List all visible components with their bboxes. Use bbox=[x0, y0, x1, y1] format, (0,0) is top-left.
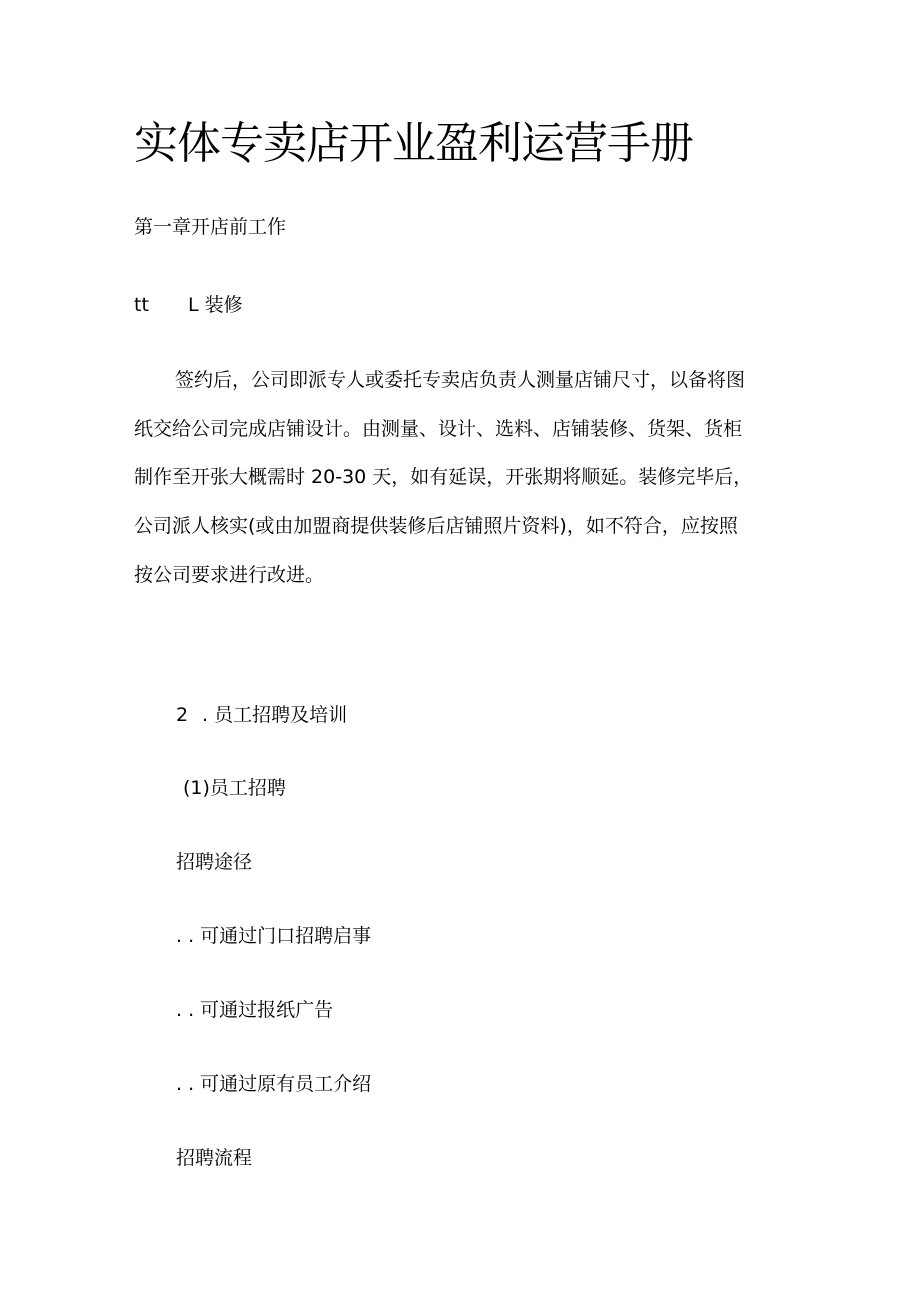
subsection-heading: (1)员工招聘 bbox=[183, 777, 286, 799]
chapter-heading: 第一章开店前工作 bbox=[134, 216, 287, 238]
list-item: . . 可通过报纸广告 bbox=[176, 999, 334, 1021]
list-item: . . 可通过门口招聘启事 bbox=[176, 925, 372, 947]
paragraph-line: 按公司要求进行改进。 bbox=[134, 563, 325, 586]
section-number: 2 bbox=[176, 704, 189, 726]
section-number: tt bbox=[134, 294, 149, 316]
document-title: 实体专卖店开业盈利运营手册 bbox=[134, 118, 693, 169]
section-label: . 员工招聘及培训 bbox=[202, 704, 348, 726]
paragraph-line: 制作至开张大概需时 20-30 天，如有延误，开张期将顺延。装修完毕后， bbox=[134, 466, 753, 489]
recruit-process-heading: 招聘流程 bbox=[176, 1147, 253, 1169]
section-heading-staff bbox=[176, 702, 347, 728]
paragraph-line: 公司派人核实(或由加盟商提供装修后店铺照片资料)，如不符合，应按照 bbox=[134, 515, 738, 538]
recruit-channels-heading: 招聘途径 bbox=[176, 851, 253, 873]
paragraph-line: 签约后，公司即派专人或委托专卖店负责人测量店铺尺寸，以备将图 bbox=[175, 369, 746, 391]
list-item: . . 可通过原有员工介绍 bbox=[176, 1073, 372, 1095]
body-paragraph bbox=[134, 356, 794, 600]
paragraph-line: 纸交给公司完成店铺设计。由测量、设计、选料、店铺装修、货架、货柜 bbox=[134, 417, 743, 440]
section-heading-decoration bbox=[134, 292, 243, 318]
section-label: L 装修 bbox=[188, 294, 243, 316]
